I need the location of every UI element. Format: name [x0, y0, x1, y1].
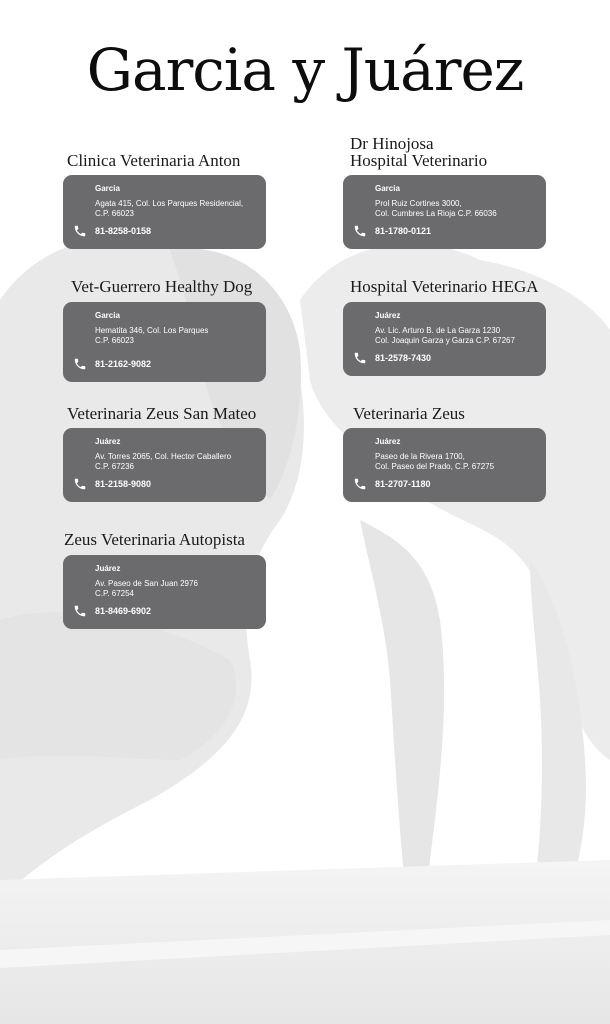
clinic-name: Hospital Veterinario HEGA	[350, 277, 539, 296]
phone-icon	[73, 224, 87, 238]
clinic-name: Clinica Veterinaria Anton	[67, 151, 241, 170]
clinic-address-line: Agata 415, Col. Los Parques Residencial,	[95, 199, 244, 208]
clinic-card	[63, 428, 266, 502]
phone-row[interactable]	[353, 351, 431, 365]
clinic-address-line: Av. Paseo de San Juan 2976	[95, 579, 198, 588]
phone-row[interactable]	[353, 477, 431, 491]
clinic-address-line: Paseo de la Rivera 1700,	[375, 452, 465, 461]
phone-icon	[73, 604, 87, 618]
clinic-address-line: Av. Torres 2065, Col. Hector Caballero	[95, 452, 232, 461]
clinic-card	[343, 175, 546, 249]
clinic-address-line: C.P. 67254	[95, 589, 134, 598]
phone-icon	[353, 477, 367, 491]
phone-number[interactable]: 81-2158-9080	[95, 479, 152, 489]
phone-row[interactable]	[73, 604, 151, 618]
phone-number[interactable]: 81-1780-0121	[375, 226, 432, 236]
clinic-address-line: C.P. 66023	[95, 336, 134, 345]
clinic-address-line: Col. Cumbres La Rioja C.P. 66036	[375, 209, 497, 218]
phone-number[interactable]: 81-2162-9082	[95, 359, 152, 369]
clinic-name: Veterinaria Zeus San Mateo	[67, 404, 257, 423]
clinic-zone: Garcia	[95, 311, 120, 320]
clinic-name: Veterinaria Zeus	[353, 404, 465, 423]
clinic-zone: Juárez	[95, 564, 121, 573]
clinic-address-line: C.P. 67236	[95, 462, 134, 471]
phone-row[interactable]	[73, 477, 151, 491]
phone-number[interactable]: 81-2578-7430	[375, 353, 432, 363]
clinic-card	[343, 302, 546, 376]
page-title: Garcia y Juárez	[86, 36, 524, 104]
clinic-zone: Garcia	[375, 184, 400, 193]
phone-number[interactable]: 81-8469-6902	[95, 606, 152, 616]
phone-number[interactable]: 81-8258-0158	[95, 226, 152, 236]
clinic-address-line: Col. Joaquin Garza y Garza C.P. 67267	[375, 336, 515, 345]
phone-row[interactable]	[73, 357, 151, 371]
clinic-card	[343, 428, 546, 502]
clinic-address-line: Av. Lic. Arturo B. de La Garza 1230	[375, 326, 501, 335]
clinic-address-line: Prol Ruiz Cortines 3000,	[375, 199, 462, 208]
clinic-name: Hospital Veterinario	[350, 151, 488, 170]
clinic-zone: Juárez	[375, 437, 401, 446]
phone-number[interactable]: 81-2707-1180	[375, 479, 431, 489]
phone-icon	[353, 224, 367, 238]
phone-icon	[73, 357, 87, 371]
clinic-address-line: C.P. 66023	[95, 209, 134, 218]
clinic-zone: Juárez	[95, 437, 121, 446]
phone-icon	[73, 477, 87, 491]
clinic-zone: Juárez	[375, 311, 401, 320]
clinic-card	[63, 302, 266, 382]
clinic-name: Zeus Veterinaria Autopista	[64, 530, 245, 549]
phone-row[interactable]	[353, 224, 431, 238]
clinic-address-line: Hematita 346, Col. Los Parques	[95, 326, 209, 335]
clinic-card	[63, 175, 266, 249]
clinic-zone: Garcia	[95, 184, 120, 193]
phone-icon	[353, 351, 367, 365]
clinic-address-line: Col. Paseo del Prado, C.P. 67275	[375, 462, 495, 471]
clinic-card	[63, 555, 266, 629]
clinic-name: Dr Hinojosa	[350, 134, 434, 153]
clinic-name: Vet-Guerrero Healthy Dog	[71, 277, 253, 296]
phone-row[interactable]	[73, 224, 151, 238]
